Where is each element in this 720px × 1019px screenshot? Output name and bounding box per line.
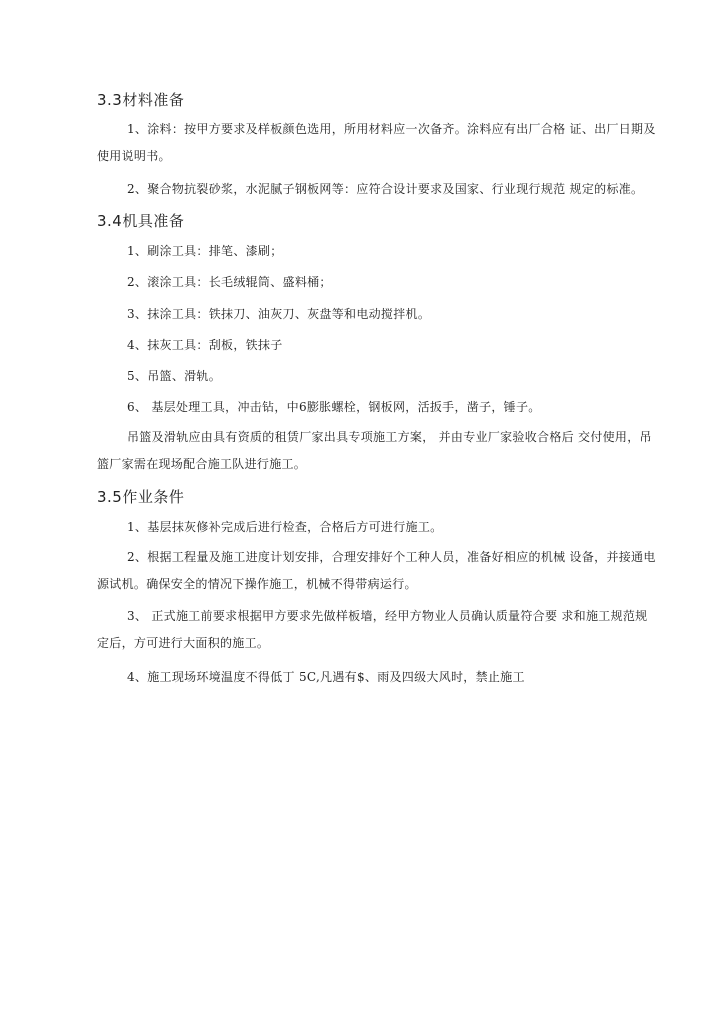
list-item-trowel-tools: 3、抹涂工具：铁抹刀、油灰刀、灰盘等和电动搅拌机。 — [127, 307, 431, 321]
section-heading-3-5: 3.5作业条件 — [97, 488, 185, 506]
list-item-condition-4: 4、施工现场环境温度不得低丁 5C,凡遇有$、雨及四级大风时，禁止施工 — [127, 670, 525, 684]
paragraph-gondola-note: 吊篮及滑轨应由具有资质的租赁厂家出具专项施工方案， 并由专业厂家验收合格后 交付使用，吊篮厂家需在现场配合施工队进行施工。 — [97, 430, 652, 471]
list-item-condition-2: 2、根据工程量及施工进度计划安排，合理安排好个工种人员，准备好相应的机械 设备，并接通电源试机。确保安全的情况下操作施工，机械不得带病运行。 — [97, 550, 656, 591]
list-item-condition-3: 3、 正式施工前要求根据甲方要求先做样板墙，经甲方物业人员确认质量符合要 求和施工规范规定后，方可进行大面积的施工。 — [97, 609, 648, 650]
paragraph-mortar: 2、聚合物抗裂砂浆，水泥腻子钢板网等：应符合设计要求及国家、行业现行规范 规定的标准。 — [127, 182, 644, 196]
list-item-brush-tools: 1、刷涂工具：排笔、漆刷； — [127, 244, 283, 258]
list-item-roller-tools: 2、滚涂工具：长毛绒辊筒、盛料桶； — [127, 275, 332, 289]
paragraph-coating: 1、涂料：按甲方要求及样板颜色选用，所用材料应一次备齐。涂料应有出厂合格 证、出厂日期及使用说明书。 — [97, 122, 656, 163]
section-heading-3-4: 3.4机具准备 — [97, 212, 185, 230]
list-item-base-tools: 6、 基层处理工具，冲击钻，中6膨胀螺栓，钢板网，活扳手，凿子，锤子。 — [127, 400, 541, 414]
list-item-gondola: 5、吊篮、滑轨。 — [127, 369, 222, 383]
section-heading-3-3: 3.3材料准备 — [97, 91, 185, 109]
list-item-condition-1: 1、基层抹灰修补完成后进行检查，合格后方可进行施工。 — [127, 520, 443, 534]
list-item-plaster-tools: 4、抹灰工具：刮板，铁抹子 — [127, 338, 283, 352]
